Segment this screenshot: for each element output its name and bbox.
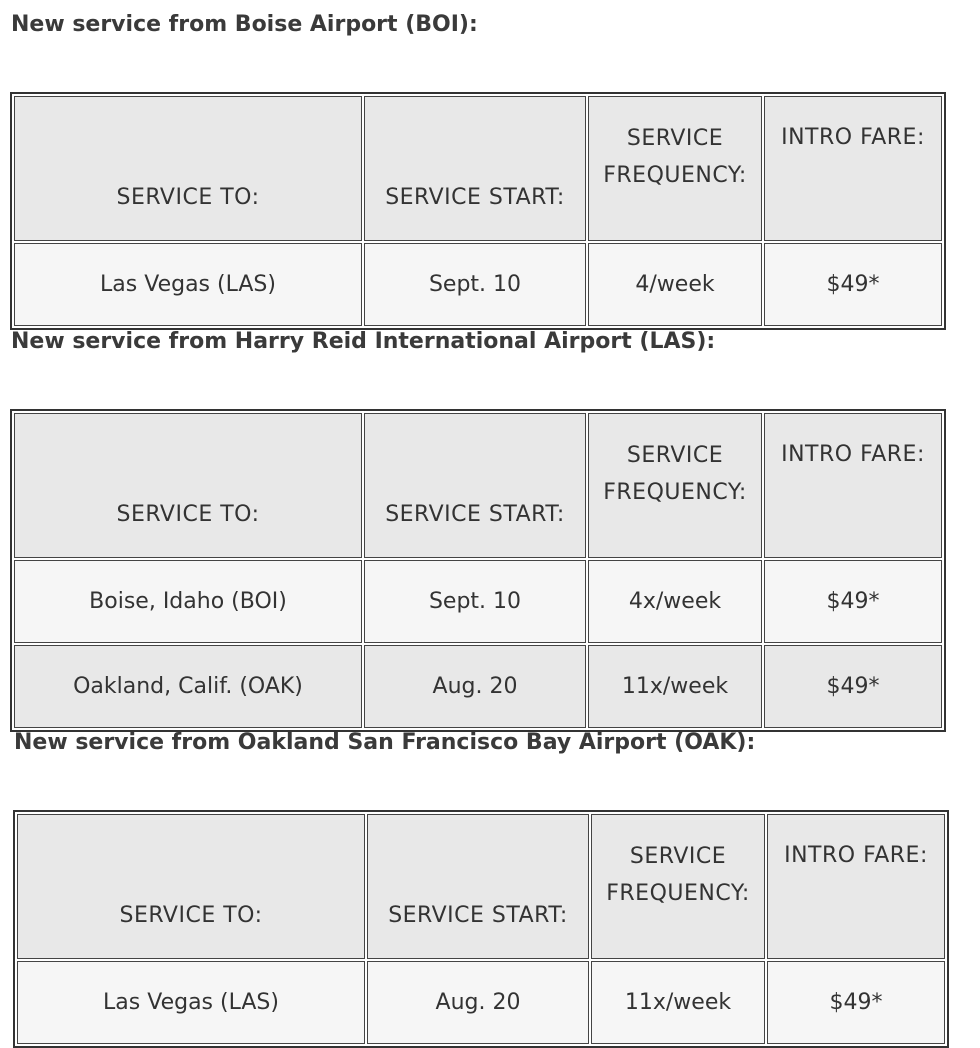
header-service-start: SERVICE START: bbox=[364, 96, 586, 241]
section-heading-oak: New service from Oakland San Francisco Bay Airport (OAK): bbox=[14, 730, 756, 755]
header-service-to: SERVICE TO: bbox=[14, 96, 362, 241]
header-intro-fare: INTRO FARE: bbox=[767, 814, 945, 959]
table-row bbox=[14, 645, 942, 728]
cell-frequency: 11x/week bbox=[591, 961, 765, 1044]
table-header-row bbox=[17, 814, 945, 959]
cell-destination: Las Vegas (LAS) bbox=[14, 243, 362, 326]
table-row bbox=[14, 560, 942, 643]
cell-intro-fare: $49* bbox=[764, 560, 942, 643]
table-header-row bbox=[14, 413, 942, 558]
cell-intro-fare: $49* bbox=[764, 645, 942, 728]
header-intro-fare: INTRO FARE: bbox=[764, 413, 942, 558]
cell-frequency: 4/week bbox=[588, 243, 762, 326]
routes-table-las bbox=[10, 409, 946, 732]
cell-intro-fare: $49* bbox=[764, 243, 942, 326]
header-frequency-line1: SERVICE bbox=[626, 442, 724, 468]
header-service-frequency bbox=[588, 96, 762, 241]
cell-service-start: Sept. 10 bbox=[364, 560, 586, 643]
cell-frequency: 11x/week bbox=[588, 645, 762, 728]
cell-destination: Oakland, Calif. (OAK) bbox=[14, 645, 362, 728]
cell-destination: Las Vegas (LAS) bbox=[17, 961, 365, 1044]
header-frequency-line2: FREQUENCY: bbox=[606, 880, 750, 906]
header-frequency-line1: SERVICE bbox=[629, 843, 727, 869]
section-heading-las: New service from Harry Reid International Airport (LAS): bbox=[11, 329, 716, 354]
cell-frequency: 4x/week bbox=[588, 560, 762, 643]
cell-destination: Boise, Idaho (BOI) bbox=[14, 560, 362, 643]
cell-service-start: Aug. 20 bbox=[367, 961, 589, 1044]
header-frequency-line1: SERVICE bbox=[626, 125, 724, 151]
header-frequency-line2: FREQUENCY: bbox=[603, 479, 747, 505]
section-heading-boi: New service from Boise Airport (BOI): bbox=[11, 12, 478, 37]
cell-intro-fare: $49* bbox=[767, 961, 945, 1044]
routes-table-oak bbox=[13, 810, 949, 1048]
table-row bbox=[17, 961, 945, 1044]
table-header-row bbox=[14, 96, 942, 241]
header-service-start: SERVICE START: bbox=[364, 413, 586, 558]
header-service-start: SERVICE START: bbox=[367, 814, 589, 959]
cell-service-start: Sept. 10 bbox=[364, 243, 586, 326]
routes-table-boi bbox=[10, 92, 946, 330]
table-row bbox=[14, 243, 942, 326]
header-service-frequency bbox=[591, 814, 765, 959]
header-service-to: SERVICE TO: bbox=[14, 413, 362, 558]
cell-service-start: Aug. 20 bbox=[364, 645, 586, 728]
header-service-to: SERVICE TO: bbox=[17, 814, 365, 959]
header-frequency-line2: FREQUENCY: bbox=[603, 162, 747, 188]
header-intro-fare: INTRO FARE: bbox=[764, 96, 942, 241]
header-service-frequency bbox=[588, 413, 762, 558]
